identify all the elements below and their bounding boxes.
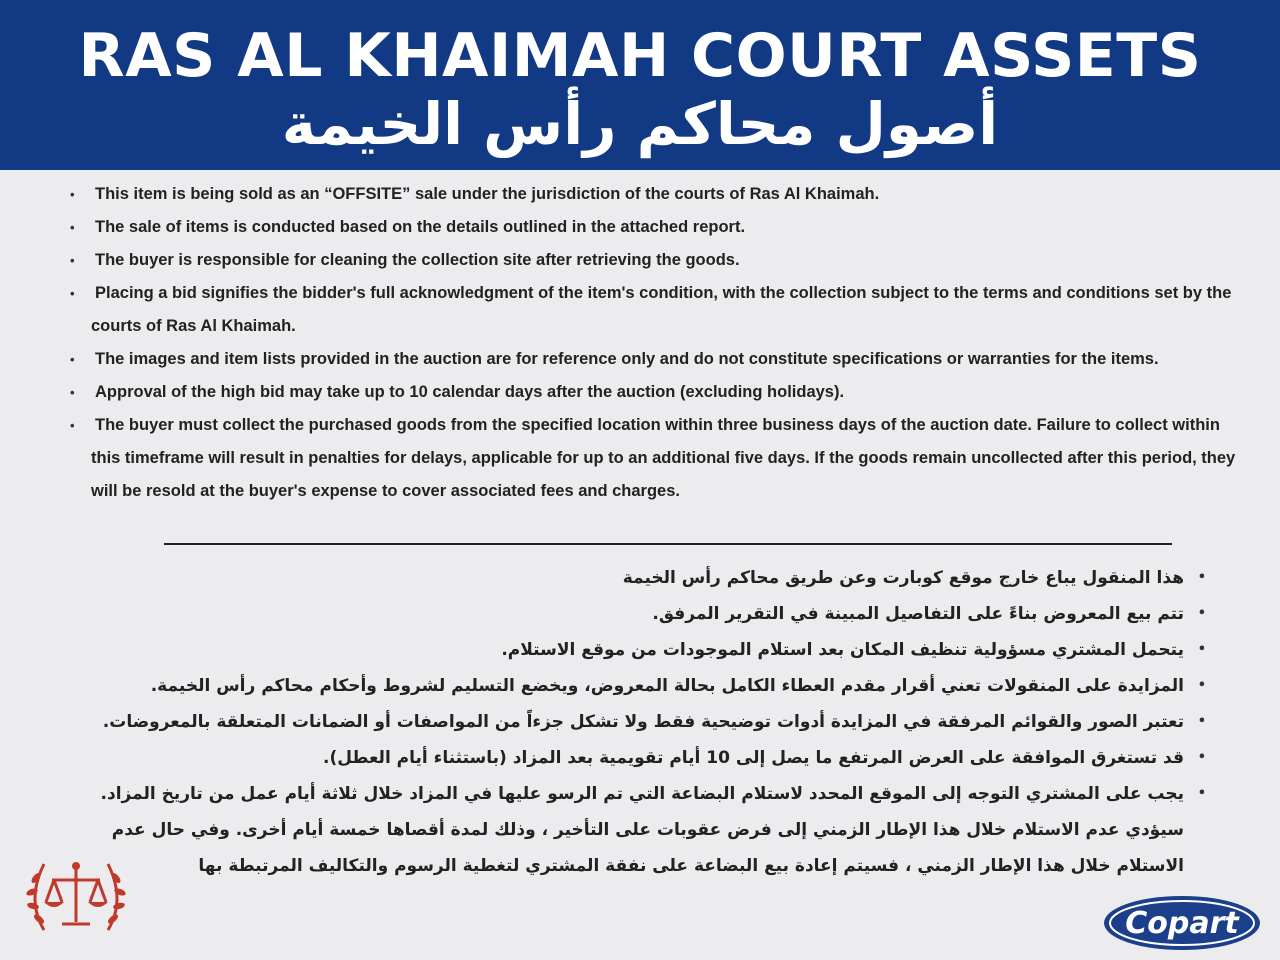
english-term-item <box>0 343 1280 376</box>
page-title-arabic: أصول محاكم رأس الخيمة <box>281 90 999 158</box>
page-header <box>0 0 1280 170</box>
english-term-item <box>0 244 1280 277</box>
arabic-term-item: • يجب على المشتري التوجه إلى الموقع المحدد لاستلام البضاعة التي تم الرسو عليها في المزاد خلال ثلاثة أيام عمل من تاريخ المزاد. سيؤدي عدم الاستلام خلال هذا الإطار الزمني إلى فرض عقوبات على التأخير ، وذلك لمدة أقصاها خمسة أيام أخرى. وفي حال عدم الاستلام خلال هذا الإطار الزمني ، فسيتم إعادة بيع البضاعة على نفقة المشتري لتغطية الرسوم والتكاليف المرتبطة بها <box>0 776 1280 884</box>
english-terms-list <box>0 178 1280 508</box>
english-term-text: The buyer must collect the purchased goods from the specified location within three business days of the auction date. Failure to collect within this timeframe will result in penalties for delays, applicable for up to an additional five days. If the goods remain uncollected after this period, they will be resold at the buyer's expense to cover associated fees and charges. <box>91 416 1236 500</box>
arabic-term-item: • المزايدة على المنقولات تعني أقرار مقدم العطاء الكامل بحالة المعروض، ويخضع التسليم لشروط وأحكام محاكم رأس الخيمة. <box>0 668 1280 704</box>
arabic-term-item: • تعتبر الصور والقوائم المرفقة في المزايدة أدوات توضيحية فقط ولا تشكل جزءاً من المواصفات أو الضمانات المتعلقة بالمعروضات. <box>0 704 1280 740</box>
english-term-text: The images and item lists provided in the auction are for reference only and do not constitute specifications or warranties for the items. <box>95 350 1159 368</box>
copart-logo-text: Copart <box>1125 906 1239 941</box>
english-term-item <box>0 178 1280 211</box>
english-term-item <box>0 376 1280 409</box>
arabic-term-item: • هذا المنقول يباع خارج موقع كوبارت وعن طريق محاكم رأس الخيمة <box>0 560 1280 596</box>
copart-logo <box>1100 892 1265 954</box>
english-term-text: Placing a bid signifies the bidder's full acknowledgment of the item's condition, with the collection subject to the terms and conditions set by the courts of Ras Al Khaimah. <box>91 284 1232 335</box>
arabic-term-item: • قد تستغرق الموافقة على العرض المرتفع ما يصل إلى 10 أيام تقويمية بعد المزاد (باستثناء أيام العطل). <box>0 740 1280 776</box>
arabic-term-item: • يتحمل المشتري مسؤولية تنظيف المكان بعد استلام الموجودات من موقع الاستلام. <box>0 632 1280 668</box>
section-divider <box>164 543 1172 545</box>
page-title: RAS AL KHAIMAH COURT ASSETS <box>78 21 1202 91</box>
english-term-text: The buyer is responsible for cleaning the collection site after retrieving the goods. <box>95 251 740 269</box>
english-term-item <box>0 211 1280 244</box>
english-term-item <box>0 409 1280 508</box>
scales-of-justice-icon <box>22 850 130 942</box>
english-term-text: The sale of items is conducted based on the details outlined in the attached report. <box>95 218 746 236</box>
arabic-term-item: • تتم بيع المعروض بناءً على التفاصيل المبينة في التقرير المرفق. <box>0 596 1280 632</box>
english-term-text: Approval of the high bid may take up to 10 calendar days after the auction (excluding holidays). <box>95 383 845 401</box>
arabic-terms-list <box>0 560 1280 884</box>
english-term-text: This item is being sold as an “OFFSITE” sale under the jurisdiction of the courts of Ras Al Khaimah. <box>95 185 880 203</box>
english-term-item <box>0 277 1280 343</box>
